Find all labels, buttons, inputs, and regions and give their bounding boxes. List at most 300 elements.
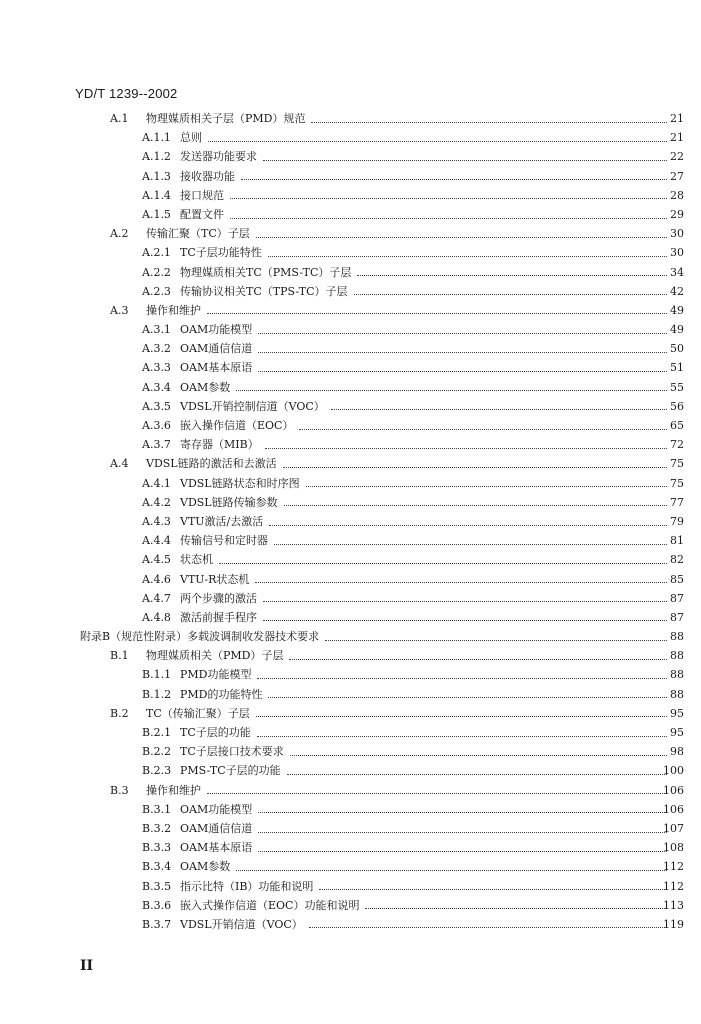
page-ref: 56 bbox=[670, 399, 684, 413]
toc-entry-label bbox=[142, 474, 304, 493]
toc-entry[interactable] bbox=[0, 512, 701, 531]
section-title: VTU激活/去激活 bbox=[180, 514, 264, 528]
section-title: 传输汇聚（TC）子层 bbox=[146, 227, 250, 241]
section-number: A.2.1 bbox=[142, 246, 171, 260]
toc-entry[interactable] bbox=[0, 301, 701, 320]
section-title: TC子层的功能 bbox=[180, 726, 251, 739]
dot-leader bbox=[258, 811, 667, 813]
section-title: TC子层功能特性 bbox=[180, 246, 262, 260]
page-ref: 28 bbox=[670, 188, 684, 202]
toc-entry-line bbox=[142, 570, 669, 589]
toc-entry-label bbox=[142, 838, 256, 857]
page-ref: 88 bbox=[670, 630, 684, 644]
section-title: 传输信号和定时器 bbox=[180, 534, 268, 548]
page-ref: 112 bbox=[663, 860, 684, 874]
section-title: OAM参数 bbox=[180, 380, 231, 394]
toc-entry-label bbox=[142, 550, 217, 569]
toc-entry-line bbox=[142, 474, 669, 493]
section-title: TC（传输汇聚）子层 bbox=[146, 706, 250, 720]
toc-entry-line bbox=[142, 608, 669, 627]
document-id: YD/T 1239--2002 bbox=[75, 86, 178, 101]
page-ref: 88 bbox=[670, 668, 684, 682]
section-title: TC子层接口技术要求 bbox=[180, 745, 284, 759]
page-ref: 72 bbox=[670, 438, 684, 452]
toc-entry-label bbox=[142, 742, 288, 761]
toc-entry[interactable] bbox=[0, 493, 701, 512]
dot-leader bbox=[230, 197, 667, 199]
dot-leader bbox=[283, 466, 667, 468]
section-number: A.4.6 bbox=[142, 572, 171, 586]
page-ref: 87 bbox=[670, 610, 684, 624]
section-number: A.3.7 bbox=[142, 438, 171, 452]
toc-entry[interactable] bbox=[0, 474, 701, 493]
toc-entry-line bbox=[142, 723, 669, 742]
toc-entry-label bbox=[142, 665, 255, 684]
page-ref: 65 bbox=[670, 419, 684, 432]
dot-leader bbox=[230, 217, 667, 219]
dot-leader bbox=[219, 562, 667, 564]
section-title: 两个步骤的激活 bbox=[180, 591, 257, 605]
toc-entry[interactable] bbox=[0, 723, 701, 742]
section-number: A.3.6 bbox=[142, 419, 171, 432]
dot-leader bbox=[258, 351, 667, 353]
toc-entry[interactable] bbox=[0, 167, 701, 186]
section-number: A.4.2 bbox=[142, 495, 171, 509]
dot-leader bbox=[306, 485, 667, 487]
toc-entry-label bbox=[110, 454, 281, 473]
toc-entry-line bbox=[142, 550, 669, 569]
toc-entry-line bbox=[142, 742, 669, 761]
page-ref: 112 bbox=[663, 879, 684, 893]
dot-leader bbox=[207, 792, 667, 794]
toc-entry-label bbox=[142, 493, 282, 512]
toc-entry-label bbox=[142, 685, 266, 704]
section-title: 附录B（规范性附录）多载波调制收发器技术要求 bbox=[80, 630, 320, 644]
toc-entry-line bbox=[142, 167, 669, 186]
section-number: B.3.5 bbox=[142, 879, 172, 893]
section-number: B.3 bbox=[110, 783, 129, 797]
page-ref: 98 bbox=[670, 745, 684, 759]
dot-leader bbox=[256, 236, 667, 238]
toc-entry-line bbox=[142, 857, 669, 876]
section-title: 接口规范 bbox=[180, 188, 224, 202]
section-title: 操作和维护 bbox=[146, 303, 201, 317]
section-number: A.2 bbox=[110, 227, 129, 241]
section-title: 传输协议相关TC（TPS-TC）子层 bbox=[180, 284, 348, 298]
toc-entry-line bbox=[142, 589, 669, 608]
section-title: 操作和维护 bbox=[146, 783, 201, 797]
section-title: 物理媒质相关TC（PMS-TC）子层 bbox=[180, 265, 352, 279]
toc-entry[interactable] bbox=[0, 819, 701, 838]
dot-leader bbox=[268, 696, 667, 698]
dot-leader bbox=[354, 293, 667, 295]
toc-entry-label bbox=[110, 646, 287, 665]
toc-entry-line bbox=[110, 454, 669, 473]
dot-leader bbox=[257, 677, 667, 679]
page-ref: 100 bbox=[663, 764, 684, 778]
page-ref: 21 bbox=[670, 131, 684, 145]
toc-entry[interactable] bbox=[0, 646, 701, 665]
toc-entry-label bbox=[110, 109, 309, 128]
toc-entry-label bbox=[142, 819, 256, 838]
section-number: A.3.2 bbox=[142, 342, 171, 356]
toc-entry[interactable] bbox=[0, 205, 701, 224]
page-ref: 42 bbox=[670, 284, 684, 298]
page-ref: 82 bbox=[670, 553, 684, 567]
section-number: A.4.5 bbox=[142, 553, 171, 567]
dot-leader bbox=[299, 428, 667, 430]
toc-entry-line bbox=[110, 224, 669, 243]
section-title: 嵌入操作信道（EOC） bbox=[180, 419, 294, 432]
dot-leader bbox=[258, 370, 667, 372]
section-title: 配置文件 bbox=[180, 207, 224, 221]
dot-leader bbox=[268, 255, 667, 257]
section-title: VDSL开销控制信道（VOC） bbox=[180, 399, 325, 413]
toc-entry-line bbox=[142, 493, 669, 512]
toc-entry-line bbox=[142, 205, 669, 224]
toc-entry-line bbox=[110, 781, 669, 800]
toc-entry[interactable] bbox=[0, 781, 701, 800]
section-title: VDSL链路的激活和去激活 bbox=[146, 457, 277, 471]
dot-leader bbox=[207, 312, 667, 314]
page-ref: 50 bbox=[670, 342, 684, 356]
dot-leader bbox=[208, 140, 667, 142]
toc-entry-line bbox=[142, 877, 669, 896]
toc-entry[interactable] bbox=[0, 378, 701, 397]
dot-leader bbox=[289, 658, 667, 660]
section-number: A.1.3 bbox=[142, 169, 171, 183]
section-number: A.3 bbox=[110, 303, 129, 317]
dot-leader bbox=[258, 831, 667, 833]
section-number: A.1.2 bbox=[142, 150, 171, 164]
page-ref: 49 bbox=[670, 303, 684, 317]
section-title: PMD的功能特性 bbox=[180, 687, 263, 701]
toc-entry-line bbox=[142, 685, 669, 704]
toc-entry[interactable] bbox=[0, 742, 701, 761]
section-title: 物理媒质相关子层（PMD）规范 bbox=[146, 112, 306, 125]
section-number: A.3.1 bbox=[142, 323, 171, 337]
toc-entry[interactable] bbox=[0, 128, 701, 147]
toc-entry-line bbox=[142, 665, 669, 684]
toc-entry-label bbox=[110, 301, 205, 320]
toc-entry-line bbox=[142, 800, 669, 819]
toc-entry[interactable] bbox=[0, 224, 701, 243]
dot-leader bbox=[284, 504, 667, 506]
section-number: B.2.2 bbox=[142, 745, 172, 759]
dot-leader bbox=[309, 926, 667, 928]
page-ref: 106 bbox=[663, 802, 684, 816]
page-ref: 21 bbox=[670, 112, 684, 125]
section-number: B.3.7 bbox=[142, 917, 172, 931]
section-number: A.1 bbox=[110, 112, 129, 125]
section-number: A.3.5 bbox=[142, 399, 171, 413]
toc-entry[interactable] bbox=[0, 339, 701, 358]
section-number: A.4.4 bbox=[142, 534, 171, 548]
section-number: B.2 bbox=[110, 706, 129, 720]
section-title: VDSL开销信道（VOC） bbox=[180, 917, 303, 931]
toc-entry-line bbox=[142, 186, 669, 205]
toc-entry[interactable] bbox=[0, 704, 701, 723]
toc-entry[interactable] bbox=[0, 263, 701, 282]
section-title: PMD功能模型 bbox=[180, 668, 252, 682]
toc-entry[interactable] bbox=[0, 397, 701, 416]
dot-leader bbox=[265, 447, 667, 449]
page-ref: 75 bbox=[670, 457, 684, 471]
section-title: VDSL链路传输参数 bbox=[180, 495, 278, 509]
dot-leader bbox=[325, 639, 667, 641]
section-number: A.4.8 bbox=[142, 610, 171, 624]
page-ref: 119 bbox=[663, 917, 684, 931]
toc-entry-line bbox=[110, 109, 669, 128]
toc-entry[interactable] bbox=[0, 550, 701, 569]
toc-entry-line bbox=[142, 896, 669, 915]
toc-entry[interactable] bbox=[0, 531, 701, 550]
toc-entry[interactable] bbox=[0, 320, 701, 339]
section-number: A.3.3 bbox=[142, 361, 171, 375]
toc-entry-line bbox=[142, 243, 669, 262]
toc-entry-line bbox=[142, 838, 669, 857]
page-ref: 51 bbox=[670, 361, 684, 375]
toc-entry-label bbox=[142, 243, 266, 262]
toc-entry[interactable] bbox=[0, 665, 701, 684]
page-ref: 108 bbox=[663, 841, 684, 855]
toc-entry-label bbox=[80, 627, 323, 646]
toc-entry-label bbox=[142, 570, 253, 589]
toc-entry-line bbox=[142, 512, 669, 531]
toc-entry-label bbox=[142, 282, 352, 301]
toc-entry-label bbox=[110, 704, 254, 723]
page-ref: 85 bbox=[670, 572, 684, 586]
section-number: A.1.4 bbox=[142, 188, 171, 202]
section-title: 嵌入式操作信道（EOC）功能和说明 bbox=[180, 898, 360, 912]
toc-entry-label bbox=[142, 416, 297, 435]
dot-leader bbox=[258, 850, 667, 852]
toc-entry-line bbox=[110, 704, 669, 723]
toc-entry[interactable] bbox=[0, 896, 701, 915]
page-number: II bbox=[80, 958, 94, 974]
section-number: B.3.3 bbox=[142, 841, 172, 855]
dot-leader bbox=[257, 735, 667, 737]
page-ref: 22 bbox=[670, 150, 684, 164]
section-title: 发送器功能要求 bbox=[180, 150, 257, 164]
page-ref: 34 bbox=[670, 265, 684, 279]
toc-entry-label bbox=[142, 608, 261, 627]
toc-entry[interactable] bbox=[0, 800, 701, 819]
toc-entry-label bbox=[142, 339, 256, 358]
section-title: PMS-TC子层的功能 bbox=[180, 764, 281, 778]
section-title: VDSL链路状态和时序图 bbox=[180, 476, 300, 490]
toc-entry-line bbox=[142, 147, 669, 166]
section-title: 接收器功能 bbox=[180, 169, 235, 183]
page-ref: 95 bbox=[670, 706, 684, 720]
section-title: 总则 bbox=[180, 131, 202, 145]
page-ref: 106 bbox=[663, 783, 684, 797]
toc-entry-label bbox=[142, 263, 355, 282]
toc-entry-label bbox=[142, 378, 234, 397]
toc-entry-label bbox=[110, 781, 205, 800]
dot-leader bbox=[263, 600, 667, 602]
section-title: OAM通信信道 bbox=[180, 342, 253, 356]
dot-leader bbox=[287, 773, 667, 775]
toc-entry-line bbox=[142, 531, 669, 550]
section-number: B.3.2 bbox=[142, 821, 172, 835]
toc-entry-line bbox=[110, 301, 669, 320]
page-ref: 79 bbox=[670, 514, 684, 528]
page-ref: 88 bbox=[670, 687, 684, 701]
toc-entry-line bbox=[80, 627, 669, 646]
toc-entry-line bbox=[142, 761, 669, 780]
toc-entry[interactable] bbox=[0, 915, 701, 934]
toc-entry[interactable] bbox=[0, 358, 701, 377]
toc-entry-label bbox=[142, 761, 285, 780]
section-number: A.1.1 bbox=[142, 131, 171, 145]
section-title: 状态机 bbox=[180, 553, 213, 567]
dot-leader bbox=[365, 907, 667, 909]
toc-entry[interactable] bbox=[0, 589, 701, 608]
toc-entry-label bbox=[142, 358, 256, 377]
section-number: B.1.2 bbox=[142, 687, 172, 701]
dot-leader bbox=[255, 581, 667, 583]
dot-leader bbox=[331, 408, 667, 410]
section-title: 物理媒质相关（PMD）子层 bbox=[146, 649, 284, 663]
page-ref: 95 bbox=[670, 726, 684, 739]
page-ref: 30 bbox=[670, 227, 684, 241]
dot-leader bbox=[274, 543, 667, 545]
toc-entry-label bbox=[142, 800, 256, 819]
toc-entry-line bbox=[142, 819, 669, 838]
section-title: OAM基本原语 bbox=[180, 841, 253, 855]
section-number: A.1.5 bbox=[142, 207, 171, 221]
toc-entry[interactable] bbox=[0, 761, 701, 780]
dot-leader bbox=[290, 754, 667, 756]
page-ref: 87 bbox=[670, 591, 684, 605]
toc-entry[interactable] bbox=[0, 435, 701, 454]
section-number: B.3.6 bbox=[142, 898, 172, 912]
dot-leader bbox=[241, 178, 667, 180]
section-number: B.1 bbox=[110, 649, 129, 663]
toc-entry-label bbox=[142, 128, 206, 147]
section-title: OAM通信信道 bbox=[180, 821, 253, 835]
dot-leader bbox=[236, 869, 667, 871]
toc-entry-label bbox=[142, 896, 363, 915]
section-title: OAM功能模型 bbox=[180, 323, 253, 337]
page-ref: 30 bbox=[670, 246, 684, 260]
dot-leader bbox=[263, 619, 667, 621]
toc-entry[interactable] bbox=[0, 877, 701, 896]
dot-leader bbox=[319, 888, 667, 890]
section-number: A.2.2 bbox=[142, 265, 171, 279]
dot-leader bbox=[236, 389, 667, 391]
section-title: 激活前握手程序 bbox=[180, 610, 257, 624]
toc-entry[interactable] bbox=[0, 608, 701, 627]
page-ref: 75 bbox=[670, 476, 684, 490]
section-number: B.1.1 bbox=[142, 668, 172, 682]
section-number: A.4.7 bbox=[142, 591, 171, 605]
toc-entry[interactable] bbox=[0, 857, 701, 876]
table-of-contents bbox=[0, 109, 701, 934]
section-title: OAM参数 bbox=[180, 860, 231, 874]
toc-entry-line bbox=[142, 915, 669, 934]
toc-entry-line bbox=[142, 378, 669, 397]
dot-leader bbox=[357, 274, 667, 276]
page-ref: 49 bbox=[670, 323, 684, 337]
toc-entry-label bbox=[142, 723, 255, 742]
toc-entry[interactable] bbox=[0, 838, 701, 857]
dot-leader bbox=[263, 159, 667, 161]
toc-entry-label bbox=[142, 435, 263, 454]
toc-entry-label bbox=[142, 205, 228, 224]
toc-entry-label bbox=[142, 877, 317, 896]
section-title: OAM基本原语 bbox=[180, 361, 253, 375]
toc-entry-line bbox=[142, 397, 669, 416]
toc-entry-label bbox=[142, 397, 329, 416]
page-ref: 27 bbox=[670, 169, 684, 183]
toc-entry-label bbox=[142, 857, 234, 876]
page-ref: 88 bbox=[670, 649, 684, 663]
section-number: A.4.1 bbox=[142, 476, 171, 490]
toc-entry[interactable] bbox=[0, 243, 701, 262]
section-number: B.2.3 bbox=[142, 764, 172, 778]
section-number: A.2.3 bbox=[142, 284, 171, 298]
page-ref: 77 bbox=[670, 495, 684, 509]
toc-entry[interactable] bbox=[0, 147, 701, 166]
section-number: A.4 bbox=[110, 457, 129, 471]
dot-leader bbox=[269, 524, 667, 526]
toc-entry-label bbox=[142, 147, 261, 166]
page-ref: 29 bbox=[670, 207, 684, 221]
toc-entry-label bbox=[142, 167, 239, 186]
toc-entry[interactable] bbox=[0, 685, 701, 704]
toc-entry-line bbox=[142, 282, 669, 301]
toc-entry-label bbox=[142, 915, 307, 934]
toc-entry[interactable] bbox=[0, 186, 701, 205]
toc-entry-label bbox=[142, 186, 228, 205]
toc-entry[interactable] bbox=[0, 570, 701, 589]
toc-entry-line bbox=[110, 646, 669, 665]
section-number: B.3.4 bbox=[142, 860, 172, 874]
toc-entry-label bbox=[142, 512, 267, 531]
toc-entry-line bbox=[142, 416, 669, 435]
section-title: 寄存器（MIB） bbox=[180, 438, 259, 452]
toc-entry-line bbox=[142, 339, 669, 358]
toc-entry[interactable] bbox=[0, 454, 701, 473]
section-number: B.3.1 bbox=[142, 802, 172, 816]
toc-entry-label bbox=[142, 320, 256, 339]
toc-entry-label bbox=[142, 531, 272, 550]
dot-leader bbox=[311, 121, 667, 123]
dot-leader bbox=[258, 332, 667, 334]
toc-entry[interactable] bbox=[0, 109, 701, 128]
section-number: B.2.1 bbox=[142, 726, 172, 739]
section-title: VTU-R状态机 bbox=[180, 572, 250, 586]
section-title: OAM功能模型 bbox=[180, 802, 253, 816]
toc-entry[interactable] bbox=[0, 416, 701, 435]
toc-entry-line bbox=[142, 128, 669, 147]
dot-leader bbox=[256, 715, 667, 717]
toc-entry-line bbox=[142, 358, 669, 377]
toc-entry-label bbox=[110, 224, 254, 243]
toc-entry-label bbox=[142, 589, 261, 608]
page-ref: 55 bbox=[670, 380, 684, 394]
toc-entry-line bbox=[142, 435, 669, 454]
toc-entry[interactable] bbox=[0, 627, 701, 646]
section-number: A.3.4 bbox=[142, 380, 171, 394]
toc-entry-line bbox=[142, 320, 669, 339]
toc-entry-line bbox=[142, 263, 669, 282]
toc-entry[interactable] bbox=[0, 282, 701, 301]
page-ref: 113 bbox=[663, 898, 684, 912]
section-number: A.4.3 bbox=[142, 514, 171, 528]
